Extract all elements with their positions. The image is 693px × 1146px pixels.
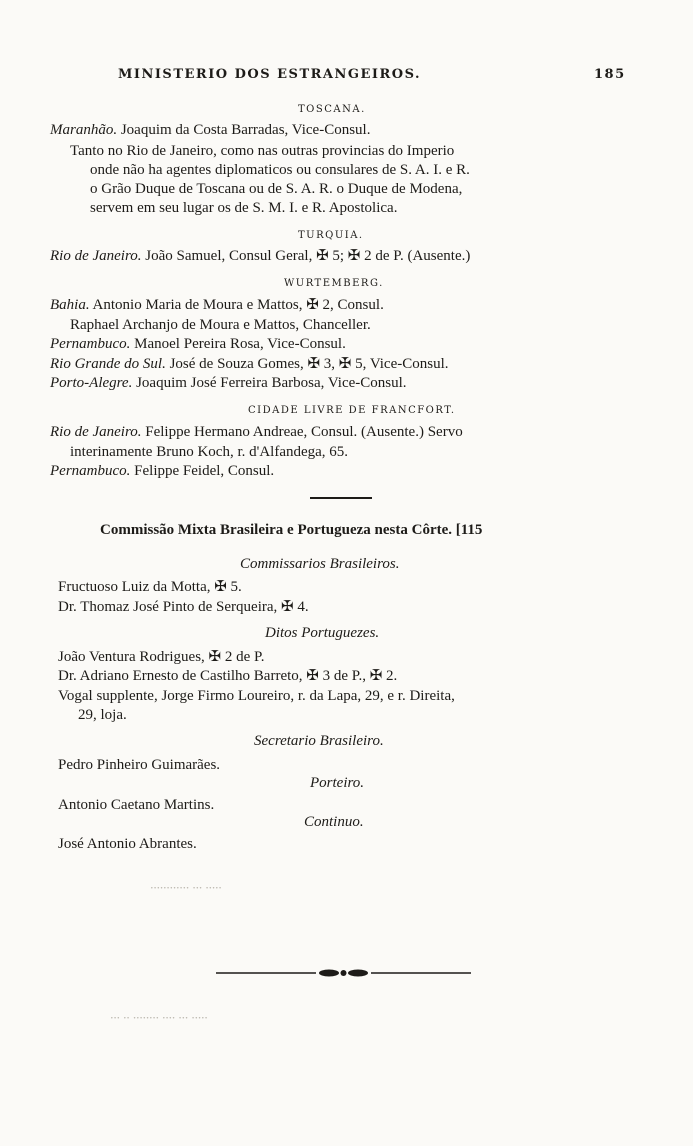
wurtemberg-line-3 — [50, 335, 346, 353]
toscana-line-4: o Grão Duque de Toscana ou de S. A. R. o Duque de Modena, — [90, 181, 463, 197]
place-name: Maranhão. — [50, 122, 118, 138]
commission-member-continuation: 29, loja. — [78, 707, 127, 723]
commission-member: João Ventura Rodrigues, ✠ 2 de P. — [58, 649, 265, 665]
commission-title — [100, 521, 482, 539]
place-name: Rio Grande do Sul. — [50, 356, 166, 372]
place-name: Pernambuco. — [50, 463, 131, 479]
commission-ref: [115 — [455, 522, 483, 538]
francfort-line-3 — [50, 462, 274, 480]
commission-member: Antonio Caetano Martins. — [58, 797, 215, 813]
heading-porteiro: Porteiro. — [310, 775, 365, 791]
entry-text: Felippe Hermano Andreae, Consul. (Ausente.) Servo — [145, 424, 463, 440]
francfort-line-2: interinamente Bruno Koch, r. d'Alfandega, 65. — [70, 444, 349, 460]
heading-continuo: Continuo. — [304, 814, 364, 830]
wurtemberg-line-1 — [50, 296, 384, 314]
toscana-line-1 — [50, 121, 370, 139]
toscana-line-3: onde não ha agentes diplomaticos ou consulares de S. A. I. e R. — [90, 162, 470, 178]
commission-member: Vogal supplente, Jorge Firmo Loureiro, r. da Lapa, 29, e r. Direita, — [58, 688, 455, 704]
page-header-title: MINISTERIO DOS ESTRANGEIROS. — [118, 67, 422, 82]
heading-ditos-portuguezes: Ditos Portuguezes. — [265, 625, 380, 641]
place-name: Bahia. — [50, 297, 90, 313]
entry-text: Felippe Feidel, Consul. — [134, 463, 275, 479]
entry-text: Manoel Pereira Rosa, Vice-Consul. — [134, 336, 346, 352]
turquia-line-1 — [50, 247, 470, 265]
section-divider — [310, 497, 372, 499]
entry-text: Joaquim José Ferreira Barbosa, Vice-Consul. — [136, 375, 407, 391]
wurtemberg-line-4 — [50, 355, 449, 373]
section-heading-wurtemberg: WURTEMBERG. — [284, 278, 384, 289]
toscana-line-5: servem em seu lugar os de S. M. I. e R. Apostolica. — [90, 200, 398, 216]
commission-member: Fructuoso Luiz da Motta, ✠ 5. — [58, 579, 242, 595]
commission-member: Dr. Adriano Ernesto de Castilho Barreto, ✠ 3 de P., ✠ 2. — [58, 668, 398, 684]
place-name: Porto-Alegre. — [50, 375, 133, 391]
section-heading-toscana: TOSCANA. — [298, 104, 366, 115]
ornament-icon — [216, 969, 471, 977]
entry-text: Antonio Maria de Moura e Mattos, ✠ 2, Consul. — [92, 297, 384, 313]
wurtemberg-line-5 — [50, 374, 407, 392]
entry-text: João Samuel, Consul Geral, ✠ 5; ✠ 2 de P. (Ausente.) — [145, 248, 471, 264]
commission-member: José Antonio Abrantes. — [58, 836, 197, 852]
bleed-through-mark: ··· ·· ········ ···· ··· ····· — [110, 1010, 208, 1025]
commission-title-text: Commissão Mixta Brasileira e Portugueza nesta Côrte. — [100, 522, 453, 538]
heading-commissarios-brasileiros: Commissarios Brasileiros. — [240, 556, 400, 572]
francfort-line-1 — [50, 423, 463, 441]
bleed-through-mark: ············ ··· ····· — [150, 880, 222, 895]
toscana-line-2: Tanto no Rio de Janeiro, como nas outras provincias do Imperio — [70, 143, 455, 159]
heading-secretario-brasileiro: Secretario Brasileiro. — [254, 733, 384, 749]
place-name: Rio de Janeiro. — [50, 248, 142, 264]
commission-member: Pedro Pinheiro Guimarães. — [58, 757, 221, 773]
commission-member: Dr. Thomaz José Pinto de Serqueira, ✠ 4. — [58, 599, 309, 615]
section-heading-turquia: TURQUIA. — [298, 230, 364, 241]
section-heading-francfort: CIDADE LIVRE DE FRANCFORT. — [248, 405, 456, 416]
ornamental-rule — [216, 962, 471, 970]
place-name: Rio de Janeiro. — [50, 424, 142, 440]
page-number: 185 — [594, 67, 626, 82]
entry-text: José de Souza Gomes, ✠ 3, ✠ 5, Vice-Consul. — [169, 356, 449, 372]
wurtemberg-line-2: Raphael Archanjo de Moura e Mattos, Chanceller. — [70, 317, 371, 333]
place-name: Pernambuco. — [50, 336, 131, 352]
entry-text: Joaquim da Costa Barradas, Vice-Consul. — [120, 122, 371, 138]
